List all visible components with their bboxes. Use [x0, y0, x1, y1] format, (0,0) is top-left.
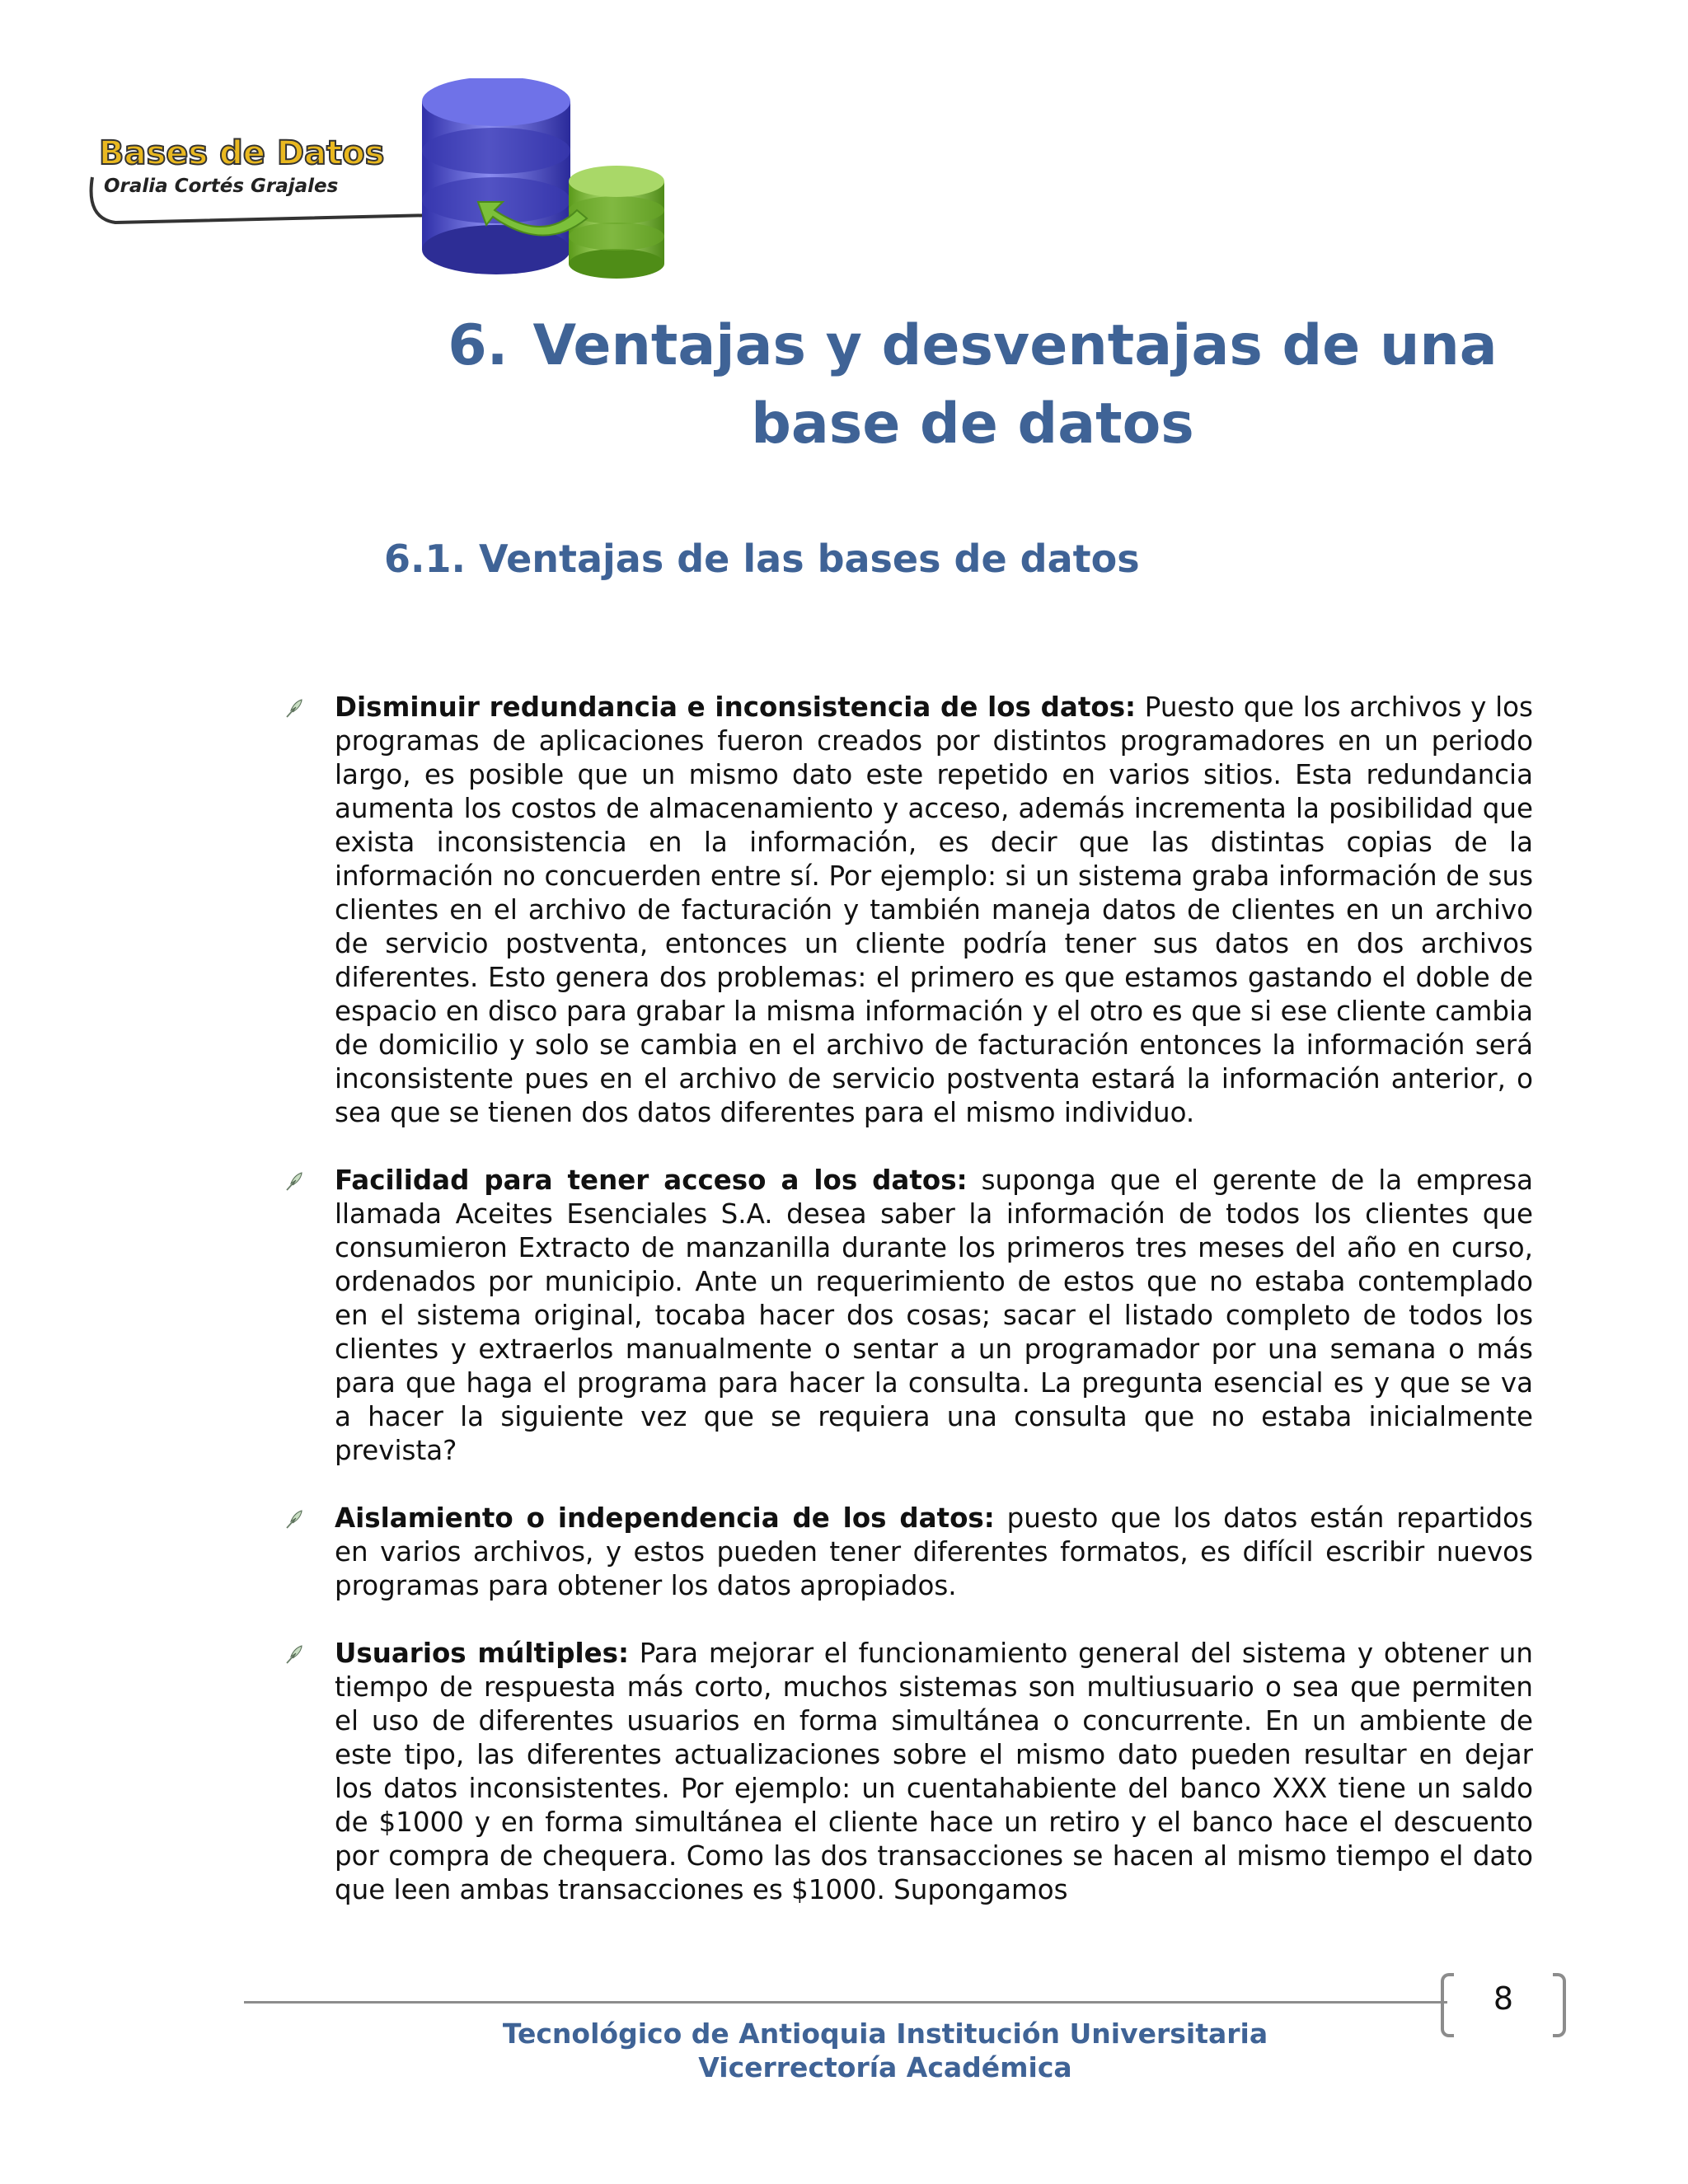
- footer-institution: Tecnológico de Antioquia Institución Universitaria: [502, 2018, 1268, 2050]
- list-item: [284, 1502, 1533, 1603]
- quill-bullet-icon: [284, 697, 306, 719]
- quill-bullet-icon: [284, 1643, 306, 1665]
- list-item: [284, 691, 1533, 1130]
- section-title: 6.1. Ventajas de las bases de datos: [384, 537, 1140, 581]
- page-number: 8: [1493, 1980, 1514, 2017]
- footer: [0, 2017, 1688, 2084]
- footer-department: Vicerrectoría Académica: [698, 2051, 1072, 2083]
- quill-bullet-icon: [284, 1170, 306, 1192]
- item-text: suponga que el gerente de la empresa llamada Aceites Esenciales S.A. desea saber la información de todos los clientes que consumieron Extracto de manzanilla durante los primeros tres meses del año en curso, ordenados por municipio. Ante un requerimiento de estos que no estaba contemplado en el sistema original, tocaba hacer dos cosas; sacar el listado completo de todos los clientes y extraerlos manualmente o sentar a un programador por una semana o más para que haga el programa para hacer la consulta. La pregunta esencial es y que se va a hacer la siguiente vez que se requiera una consulta que no estaba inicialmente prevista?: [335, 1165, 1533, 1466]
- logo-title: Bases de Datos: [99, 134, 385, 172]
- chapter-number: 6.: [448, 313, 509, 378]
- item-term: Usuarios múltiples:: [335, 1638, 629, 1669]
- advantages-list: [284, 691, 1533, 1941]
- list-item: [284, 1637, 1533, 1907]
- logo-author: Oralia Cortés Grajales: [104, 176, 339, 197]
- footer-divider: [244, 2001, 1447, 2004]
- item-text: Para mejorar el funcionamiento general del sistema y obtener un tiempo de respuesta más corto, muchos sistemas son multiusuario o sea que permiten el uso de diferentes usuarios en forma simultánea o concurrente. En un ambiente de este tipo, las diferentes actualizaciones sobre el mismo dato pueden resultar en dejar los datos inconsistentes. Por ejemplo: un cuentahabiente del banco XXX tiene un saldo de $1000 y en forma simultánea el cliente hace un retiro y el banco hace el descuento por compra de chequera. Como las dos transacciones se hacen al mismo tiempo el dato que leen ambas transacciones es $1000. Supongamos: [335, 1638, 1533, 1905]
- item-term: Disminuir redundancia e inconsistencia de los datos:: [335, 691, 1137, 723]
- quill-bullet-icon: [284, 1508, 306, 1530]
- chapter-title-line1: Ventajas y desventajas de una: [532, 313, 1498, 378]
- item-term: Aislamiento o independencia de los datos:: [335, 1502, 995, 1534]
- chapter-title-line2: base de datos: [751, 391, 1194, 457]
- chapter-title: [396, 307, 1550, 463]
- logo: [82, 78, 676, 284]
- list-item: [284, 1164, 1533, 1468]
- item-term: Facilidad para tener acceso a los datos:: [335, 1165, 968, 1196]
- item-text: Puesto que los archivos y los programas de aplicaciones fueron creados por distintos programadores en un periodo largo, es posible que un mismo dato este repetido en varios sitios. Esta redundancia aumenta los costos de almacenamiento y acceso, además incrementa la posibilidad que exista inconsistencia en la información, es decir que las distintas copias de la información no concuerden entre sí. Por ejemplo: si un sistema graba información de sus clientes en el archivo de facturación y también maneja datos de clientes en un archivo de servicio postventa, entonces un cliente podría tener sus datos en dos archivos diferentes. Esto genera dos problemas: el primero es que estamos gastando el doble de espacio en disco para grabar la misma información y el otro es que si ese cliente cambia de domicilio y solo se cambia en el archivo de facturación entonces la información será inconsistente pues en el archivo de servicio postventa estará la información anterior, o sea que se tienen dos datos diferentes para el mismo individuo.: [335, 691, 1533, 1128]
- item-text: puesto que los datos están repartidos en varios archivos, y estos pueden tener diferentes formatos, es difícil escribir nuevos programas para obtener los datos apropiados.: [335, 1502, 1533, 1601]
